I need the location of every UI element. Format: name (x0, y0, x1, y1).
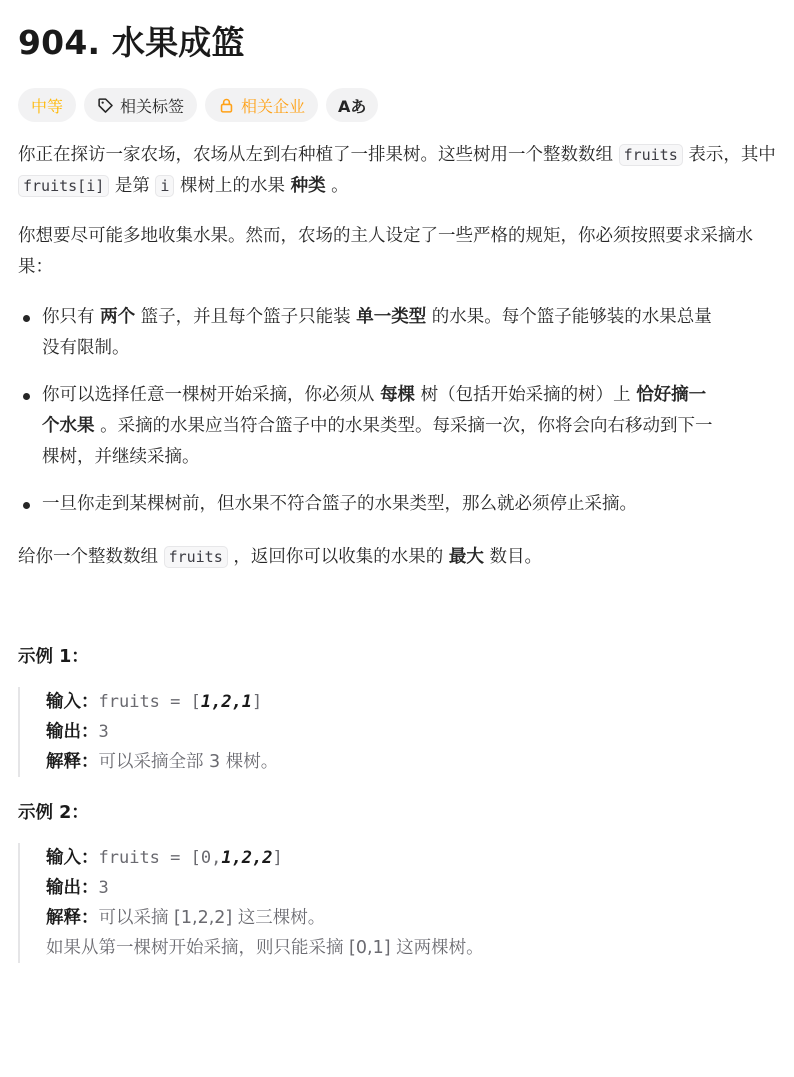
text: fruits = [0, (98, 848, 222, 868)
text: 树（包括开始采摘的树）上 (415, 385, 637, 405)
explain-text: 可以采摘全部 3 棵树。 (98, 752, 279, 772)
code-fruits: fruits (619, 144, 683, 166)
output-label: 输出： (46, 878, 99, 898)
example-explanation-line-2: 如果从第一棵树开始采摘，则只能采摘 [0,1] 这两棵树。 (46, 938, 484, 958)
bold-text: 单一类型 (356, 307, 427, 327)
translate-icon: Aあ (338, 96, 367, 116)
explain-label: 解释： (46, 752, 99, 772)
list-item (42, 380, 776, 473)
output-value: 3 (98, 878, 109, 898)
description-paragraph-2: 你想要尽可能多地收集水果。然而，农场的主人设定了一些严格的规矩，你必须按照要求采摘水果： (18, 226, 753, 277)
text: 表示，其中 (682, 145, 776, 165)
example-1-title: 示例 1： (18, 647, 89, 667)
text: 你只有 (42, 307, 101, 327)
difficulty-badge[interactable] (18, 88, 76, 122)
bold-text: 种类 (290, 176, 326, 196)
input-label: 输入： (46, 692, 99, 712)
tag-bar (18, 88, 776, 122)
explain-label: 解释： (46, 908, 99, 928)
bold-text: 最大 (448, 547, 484, 567)
code-i: i (155, 175, 174, 197)
example-2-block (18, 843, 776, 963)
text: 的水果。每个篮子能够装的水果总量没有限制。 (42, 307, 712, 358)
text: ] (272, 848, 283, 868)
bold-text: 每棵 (380, 385, 416, 405)
related-companies-button[interactable] (205, 88, 318, 122)
description-paragraph-3 (18, 542, 776, 573)
text: ，返回你可以收集的水果的 (227, 547, 449, 567)
description-paragraph-1 (18, 140, 776, 202)
bold-text: 1,2,2 (221, 848, 273, 868)
input-label: 输入： (46, 848, 99, 868)
tag-icon (97, 97, 114, 114)
input-value (99, 692, 263, 712)
example-1-block (18, 687, 776, 777)
input-value (99, 848, 283, 868)
lock-icon (218, 97, 235, 114)
bold-text: 恰好摘一个水果 (42, 385, 707, 436)
list-item (42, 302, 776, 364)
text: 是第 (109, 176, 156, 196)
example-explanation (46, 747, 776, 777)
text: 你正在探访一家农场，农场从左到右种植了一排果树。这些树用一个整数数组 (18, 145, 619, 165)
example-output (46, 873, 776, 903)
bold-text: 1,2,1 (200, 692, 253, 712)
output-value: 3 (98, 722, 109, 742)
text: 给你一个整数数组 (18, 547, 164, 567)
related-tags-label: 相关标签 (120, 96, 185, 116)
example-input (46, 843, 776, 873)
list-item: 一旦你走到某棵树前，但水果不符合篮子的水果类型，那么就必须停止采摘。 (42, 489, 776, 520)
text: 。采摘的水果应当符合篮子中的水果类型。每采摘一次，你将会向右移动到下一棵树，并继续采摘。 (42, 416, 713, 467)
text: fruits = [ (98, 692, 201, 712)
text: 你可以选择任意一棵树开始采摘，你必须从 (42, 385, 381, 405)
text: ] (252, 692, 263, 712)
related-tags-button[interactable] (84, 88, 197, 122)
output-label: 输出： (46, 722, 99, 742)
code-fruits-i: fruits[i] (18, 175, 109, 197)
translate-button[interactable] (326, 88, 378, 122)
problem-description (18, 140, 776, 963)
example-explanation (46, 903, 776, 933)
bold-text: 两个 (100, 307, 136, 327)
text: 棵树上的水果 (174, 176, 291, 196)
example-input (46, 687, 776, 717)
difficulty-label: 中等 (31, 96, 64, 116)
related-companies-label: 相关企业 (241, 96, 306, 116)
example-output (46, 717, 776, 747)
example-2-title: 示例 2： (18, 803, 89, 823)
text: 数目。 (483, 547, 542, 567)
text: 。 (325, 176, 349, 196)
text: 篮子，并且每个篮子只能装 (135, 307, 357, 327)
problem-title: 904. 水果成篮 (18, 23, 245, 62)
rules-list (18, 302, 776, 520)
explain-text: 可以采摘 [1,2,2] 这三棵树。 (98, 908, 326, 928)
code-fruits: fruits (164, 546, 228, 568)
